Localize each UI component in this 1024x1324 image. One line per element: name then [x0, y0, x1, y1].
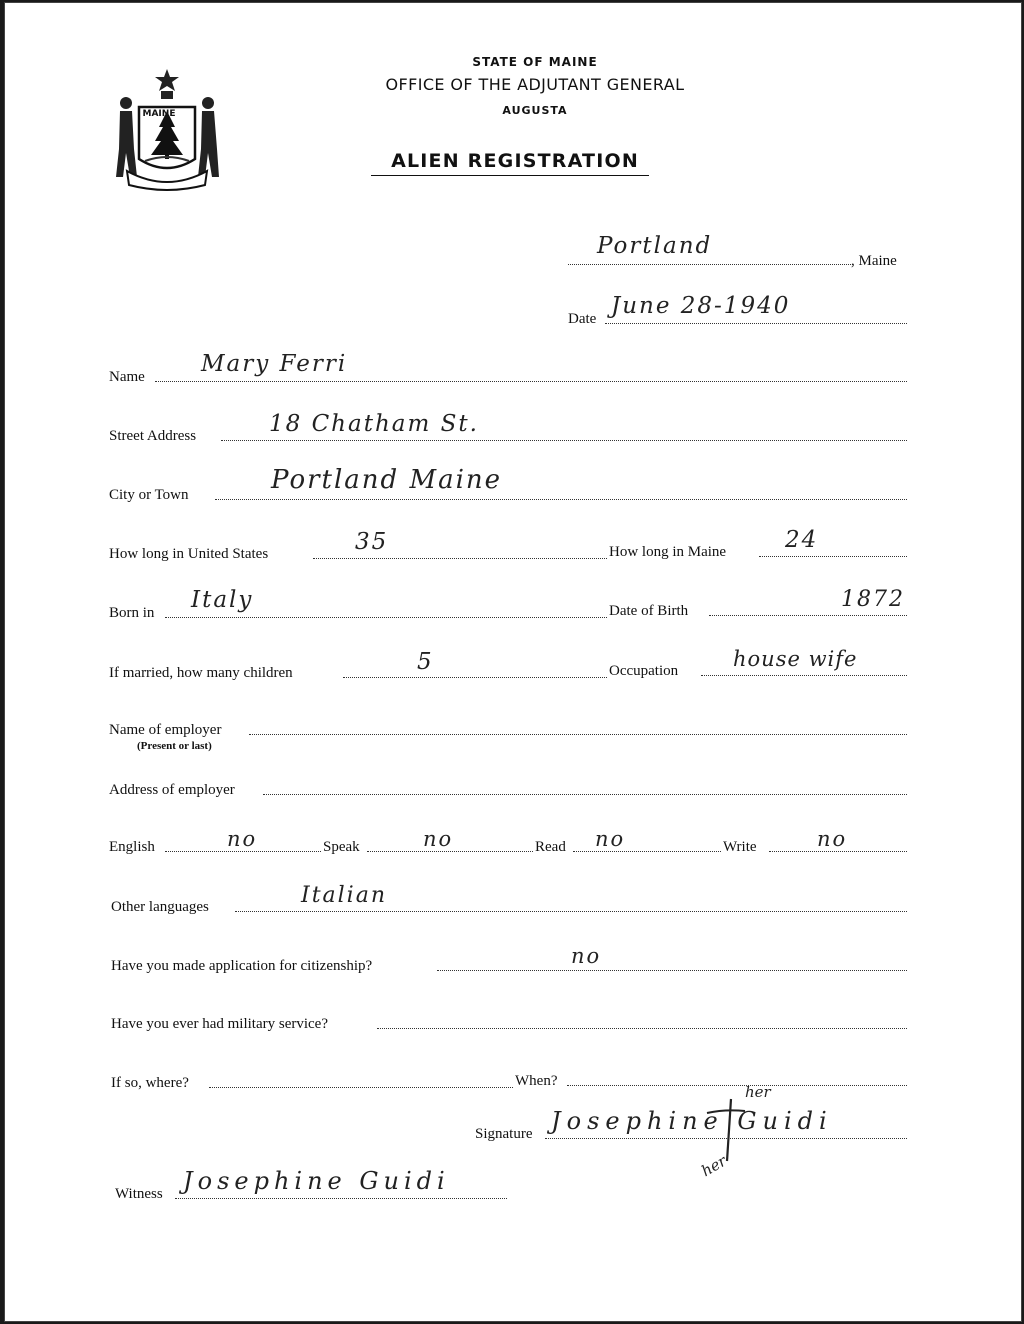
- english-line: [165, 851, 321, 852]
- town-value[interactable]: Portland: [597, 233, 713, 259]
- signature-value[interactable]: Josephine Guidi: [551, 1107, 833, 1135]
- write-line: [769, 851, 907, 852]
- languages-value[interactable]: Italian: [301, 883, 388, 908]
- date-value[interactable]: June 28-1940: [611, 293, 791, 319]
- state-heading: STATE OF MAINE: [472, 55, 598, 69]
- witness-label: Witness: [115, 1186, 163, 1202]
- citizenship-line: [437, 970, 907, 971]
- speak-label: Speak: [323, 839, 360, 855]
- street-line: [221, 440, 907, 441]
- form-title: ALIEN REGISTRATION: [391, 150, 639, 172]
- name-value[interactable]: Mary Ferri: [201, 351, 348, 377]
- street-label: Street Address: [109, 428, 197, 444]
- read-label: Read: [535, 839, 566, 855]
- employer-label: Name of employer: [109, 722, 222, 738]
- title-underline: [371, 175, 649, 176]
- date-label: Date: [568, 311, 597, 327]
- children-label: If married, how many children: [109, 665, 293, 681]
- when-label: When?: [515, 1073, 558, 1089]
- signature-cross-mark: [701, 1095, 751, 1165]
- maine-state-seal: [113, 67, 221, 191]
- witness-line: [175, 1198, 507, 1199]
- name-label: Name: [109, 369, 145, 385]
- languages-line: [235, 911, 907, 912]
- when-line: [567, 1085, 907, 1086]
- birthdate-line: [709, 615, 907, 616]
- citizenship-value[interactable]: no: [571, 944, 602, 968]
- us-duration-value[interactable]: 35: [355, 529, 389, 555]
- read-line: [573, 851, 721, 852]
- birthplace-line: [165, 617, 607, 618]
- street-value[interactable]: 18 Chatham St.: [269, 411, 479, 437]
- english-value[interactable]: no: [227, 827, 258, 851]
- languages-label: Other languages: [111, 899, 209, 915]
- citizenship-label: Have you made application for citizenship?: [111, 958, 373, 974]
- signature-mark-text-upper: her: [745, 1083, 771, 1101]
- witness-value[interactable]: Josephine Guidi: [183, 1167, 450, 1195]
- where-line: [209, 1087, 513, 1088]
- employer-line: [249, 734, 907, 735]
- occupation-line: [701, 675, 907, 676]
- military-line: [377, 1028, 907, 1029]
- office-heading: OFFICE OF THE ADJUTANT GENERAL: [385, 75, 685, 94]
- english-label: English: [109, 839, 155, 855]
- us-duration-line: [313, 558, 607, 559]
- maine-duration-label: How long in Maine: [609, 544, 727, 560]
- children-line: [343, 677, 607, 678]
- birthplace-value[interactable]: Italy: [191, 587, 254, 613]
- date-line: [605, 323, 907, 324]
- read-value[interactable]: no: [595, 827, 626, 851]
- town-suffix: , Maine: [851, 253, 897, 269]
- town-line: [568, 264, 851, 265]
- registration-form-sheet: [4, 2, 1022, 1322]
- city-heading: AUGUSTA: [502, 104, 568, 117]
- employer-sublabel: (Present or last): [137, 740, 212, 752]
- name-line: [155, 381, 907, 382]
- birthdate-label: Date of Birth: [609, 603, 689, 619]
- signature-mark-text-lower: her: [698, 1151, 730, 1181]
- occupation-label: Occupation: [609, 663, 679, 679]
- employer-address-line: [263, 794, 907, 795]
- occupation-value[interactable]: house wife: [733, 647, 858, 671]
- where-label: If so, where?: [111, 1075, 189, 1091]
- maine-duration-line: [759, 556, 907, 557]
- us-duration-label: How long in United States: [109, 546, 269, 562]
- write-label: Write: [723, 839, 757, 855]
- write-value[interactable]: no: [817, 827, 848, 851]
- signature-label: Signature: [475, 1126, 533, 1142]
- birthplace-label: Born in: [109, 605, 155, 621]
- children-value[interactable]: 5: [417, 649, 434, 675]
- city-value[interactable]: Portland Maine: [271, 465, 503, 495]
- city-label: City or Town: [109, 487, 189, 503]
- seal-banner-text: MAINE: [142, 109, 176, 119]
- maine-duration-value[interactable]: 24: [785, 527, 819, 553]
- speak-value[interactable]: no: [423, 827, 454, 851]
- employer-address-label: Address of employer: [109, 782, 235, 798]
- military-label: Have you ever had military service?: [111, 1016, 328, 1032]
- speak-line: [367, 851, 533, 852]
- birthdate-value[interactable]: 1872: [841, 587, 905, 612]
- city-line: [215, 499, 907, 500]
